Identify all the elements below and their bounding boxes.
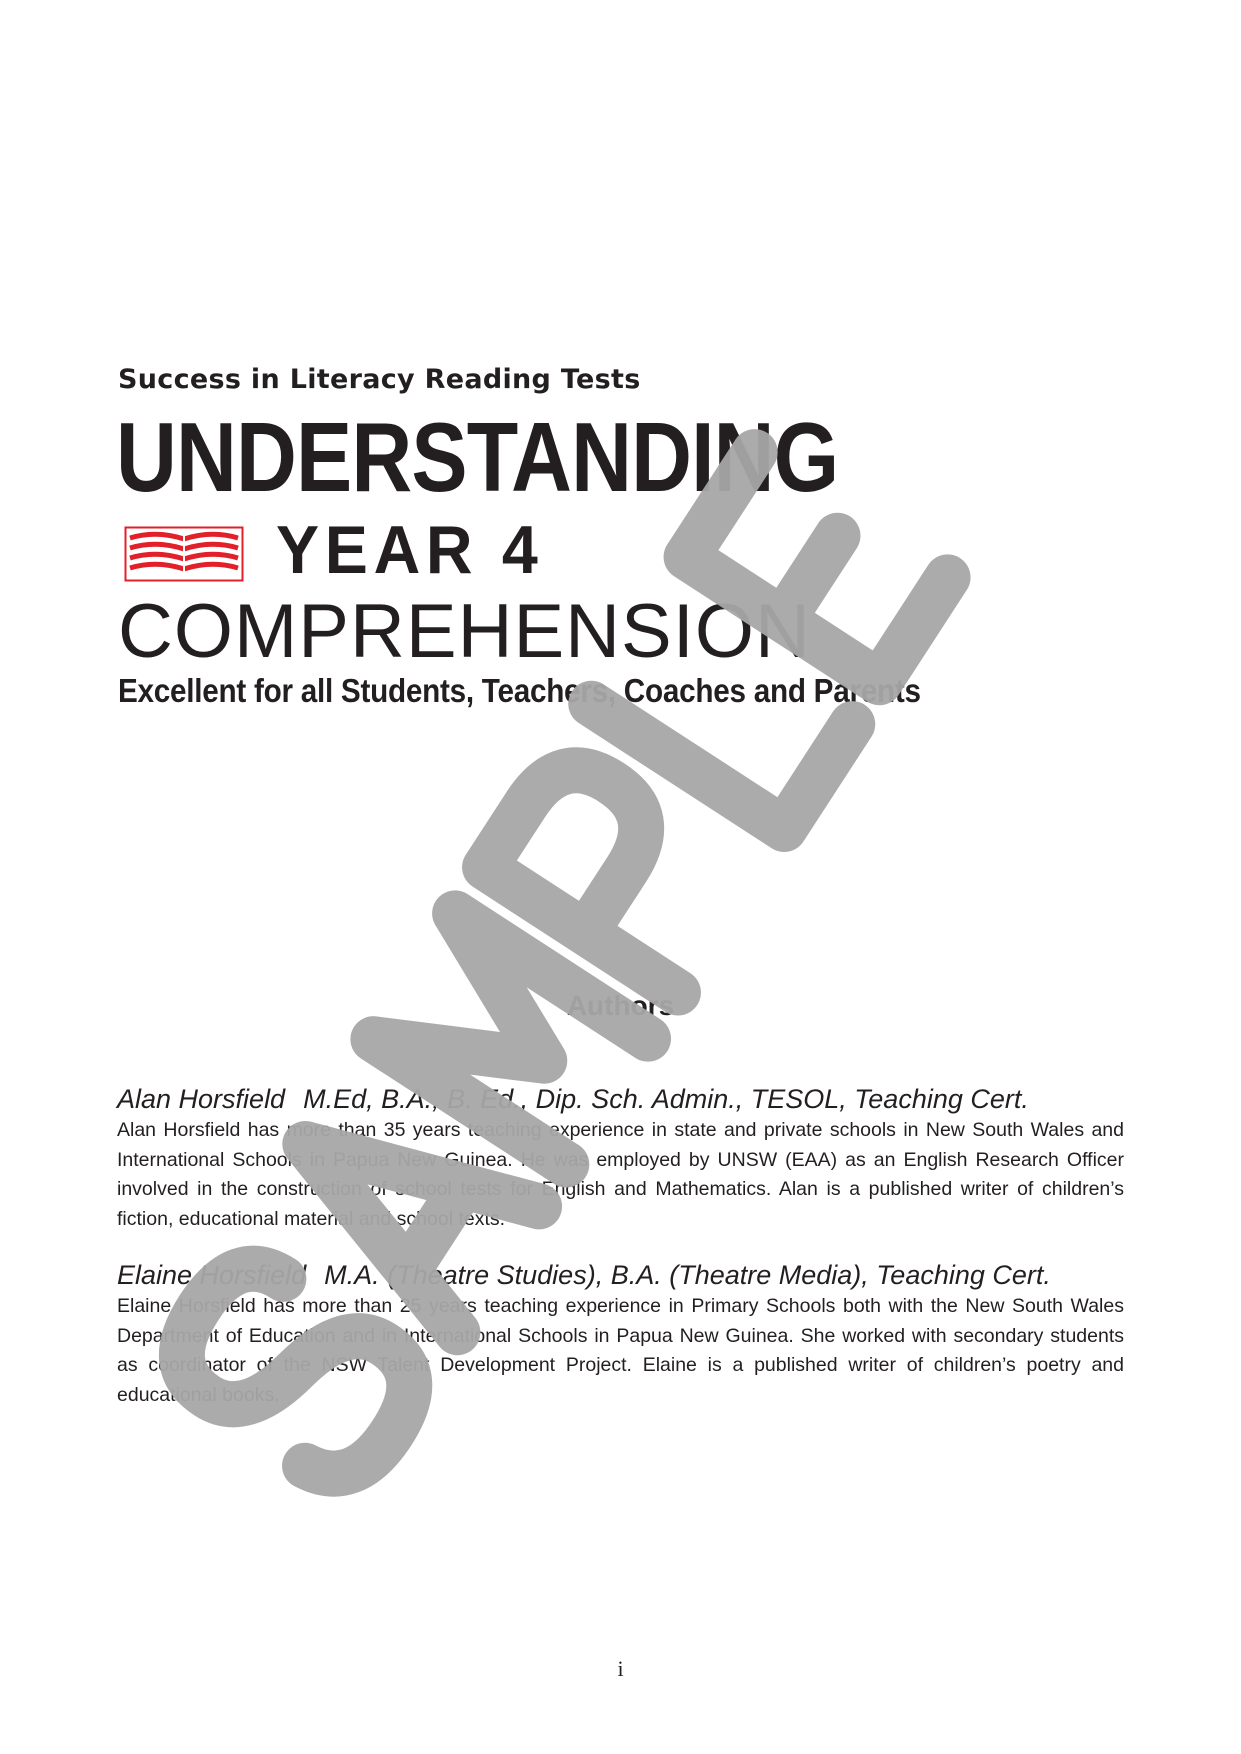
author-bio: Alan Horsfield has more than 35 years teaching experience in state and private schools in New South Wales and International Schools in Papua New Guinea. He was employed by UNSW (EAA) as an English Research Officer involved in the construction of school tests for English and Mathematics. Alan is a published writer of children’s fiction, educational material and school texts. [117,1119,1124,1230]
page-number: i [617,1656,624,1681]
author-name-line [117,1258,1124,1292]
author-name-line [117,1082,1124,1116]
authors-heading: Authors [566,990,675,1021]
author-entry [117,1082,1124,1234]
author-bio: Elaine Horsfield has more than 25 years teaching experience in Primary Schools both with the New South Wales Department of Education and in International Schools in Papua New Guinea. She worked with secondary students as coordinator of the NSW Talent Development Project. Elaine is a published writer of children’s poetry and educational books. [117,1295,1124,1406]
author-name: Alan Horsfield [117,1084,286,1114]
year-level: YEAR 4 [276,512,544,588]
tagline: Excellent for all Students, Teachers, Coaches and Parents [118,672,921,709]
open-book-icon [124,526,244,582]
series-name: Success in Literacy Reading Tests [118,364,641,395]
author-credentials: M.A. (Theatre Studies), B.A. (Theatre Media), Teaching Cert. [324,1260,1051,1290]
author-entry [117,1258,1124,1410]
watermark-letter-p [485,750,754,993]
main-title: UNDERSTANDING [116,402,839,512]
author-credentials: M.Ed, B.A., B. Ed., Dip. Sch. Admin., TESOL, Teaching Cert. [303,1084,1029,1114]
subtitle: COMPREHENSION [118,589,811,674]
author-name: Elaine Horsfield [117,1260,307,1290]
